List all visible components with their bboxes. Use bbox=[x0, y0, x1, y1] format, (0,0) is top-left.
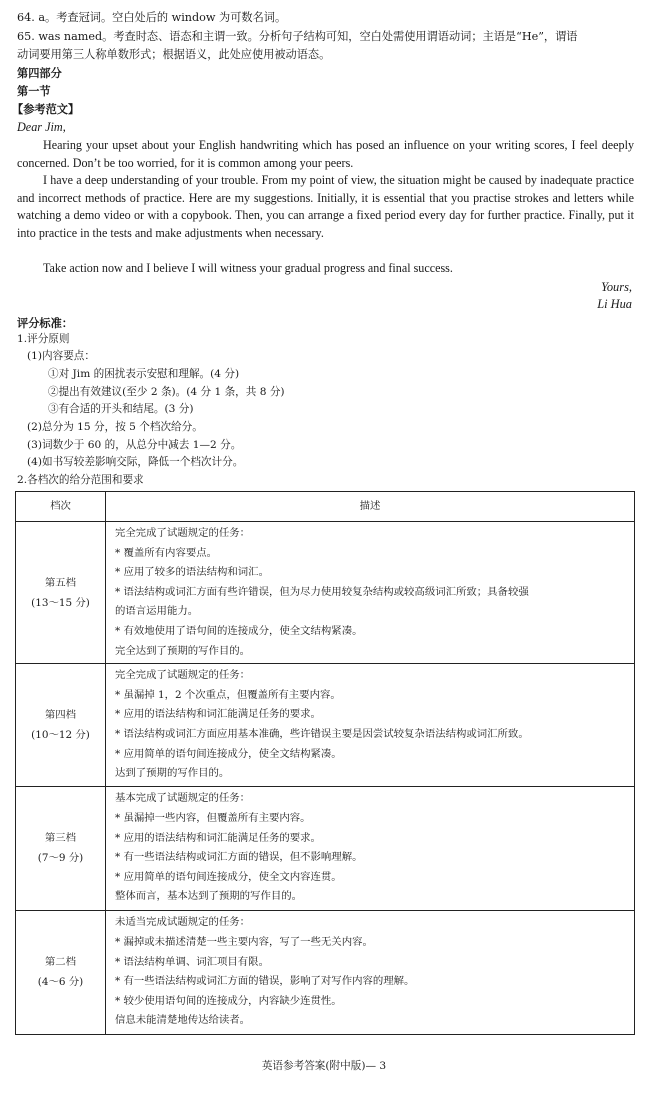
description-line: * 应用了较多的语法结构和词汇。 bbox=[115, 566, 269, 579]
description-line: 完全完成了试题规定的任务： bbox=[115, 669, 251, 682]
description-line: * 漏掉或未描述清楚一些主要内容，写了一些无关内容。 bbox=[115, 936, 373, 949]
letter-salutation: Dear Jim, bbox=[17, 120, 66, 134]
letter-paragraph-3-text: Take action now and I believe I will witness your gradual progress and final success. bbox=[43, 261, 453, 275]
grade-level-name: 第三档 bbox=[44, 832, 77, 845]
description-line: * 有效地使用了语句间的连接成分，使全文结构紧凑。 bbox=[115, 624, 363, 637]
scoring-principle-heading: 1.评分原则 bbox=[17, 333, 70, 345]
description-line: * 应用的语法结构和词汇能满足任务的要求。 bbox=[115, 708, 321, 721]
column-header-level: 档次 bbox=[16, 492, 106, 522]
description-line: 的语言运用能力。 bbox=[115, 605, 199, 618]
grade-level-cell bbox=[16, 910, 106, 1034]
grade-level-name: 第二档 bbox=[44, 956, 77, 969]
description-line: * 有一些语法结构或词汇方面的错误，但不影响理解。 bbox=[115, 851, 363, 864]
description-line: * 较少使用语句间的连接成分，内容缺少连贯性。 bbox=[115, 994, 342, 1007]
scoring-rule-2: (2)总分为 15 分，按 5 个档次给分。 bbox=[27, 421, 203, 433]
description-line: 达到了预期的写作目的。 bbox=[115, 767, 230, 780]
description-line: * 应用简单的语句间连接成分，使全文内容连贯。 bbox=[115, 870, 342, 883]
grade-level-name: 第四档 bbox=[44, 708, 77, 721]
grade-level-name: 第五档 bbox=[44, 576, 77, 589]
grade-row-4 bbox=[16, 664, 635, 787]
grade-range-heading: 2.各档次的给分范围和要求 bbox=[17, 474, 144, 486]
description-line: 完全完成了试题规定的任务： bbox=[115, 527, 251, 539]
column-header-description: 描述 bbox=[106, 492, 635, 522]
grade-score-range: (10～12 分) bbox=[31, 728, 90, 741]
grade-description-cell bbox=[106, 910, 635, 1034]
description-line: * 应用简单的语句间连接成分，使全文结构紧凑。 bbox=[115, 747, 342, 760]
content-point-3: ③有合适的开头和结尾。(3 分) bbox=[48, 403, 194, 415]
description-line: 信息未能清楚地传达给读者。 bbox=[115, 1014, 251, 1027]
letter-paragraph-2 bbox=[17, 172, 634, 242]
description-line: * 虽漏掉一些内容，但覆盖所有主要内容。 bbox=[115, 812, 311, 825]
description-line: * 语法结构单调、词汇项目有限。 bbox=[115, 955, 269, 968]
letter-paragraph-1-text: Hearing your upset about your English handwriting which has posed an influence on your writing scores, I feel deeply concerned. Don’t be too worried, for it is common among your peers. bbox=[17, 138, 634, 170]
description-line: * 语法结构或词汇方面有些许错误，但为尽力使用较复杂结构或较高级词汇所致；具备较强 bbox=[115, 585, 529, 598]
grade-description-cell bbox=[106, 664, 635, 787]
description-line: * 应用的语法结构和词汇能满足任务的要求。 bbox=[115, 831, 321, 844]
answer-65-line-1: 65. was named。考查时态、语态和主谓一致。分析句子结构可知，空白处需使用谓语动词；主语是“He”，谓语 bbox=[17, 30, 578, 43]
description-line: 基本完成了试题规定的任务： bbox=[115, 792, 251, 805]
letter-signature: Li Hua bbox=[597, 297, 632, 311]
page-footer: 英语参考答案(附中版)— 3 bbox=[261, 1060, 387, 1072]
description-line: 完全达到了预期的写作目的。 bbox=[115, 644, 251, 657]
section-one-heading: 第一节 bbox=[17, 84, 51, 98]
grade-level-cell bbox=[16, 786, 106, 910]
letter-paragraph-2-text: I have a deep understanding of your trouble. From my point of view, the situation might be caused by inadequate practice and incorrect methods of practice. Here are my suggestions. Initially, it is essential that you practise strokes and letters while watching a demo video or with a copybook. Then, you can arrange a fixed period every day for further practice. Finally, put it into practice in the tests and make adjustments when necessary. bbox=[17, 173, 634, 240]
grading-table bbox=[15, 491, 635, 1035]
content-points-heading: (1)内容要点： bbox=[27, 350, 95, 362]
grade-level-cell bbox=[16, 522, 106, 664]
answer-64: 64. a。考查冠词。空白处后的 window 为可数名词。 bbox=[17, 11, 287, 24]
content-point-2: ②提出有效建议(至少 2 条)。(4 分 1 条，共 8 分) bbox=[48, 386, 285, 398]
answer-65-line-2: 动词要用第三人称单数形式；根据语义，此处应使用被动语态。 bbox=[17, 48, 331, 61]
description-line: * 语法结构或词汇方面应用基本准确，些许错误主要是因尝试较复杂语法结构或词汇所致。 bbox=[115, 727, 529, 740]
description-line: 未适当完成试题规定的任务： bbox=[115, 916, 251, 929]
grade-score-range: (13～15 分) bbox=[31, 596, 90, 609]
letter-paragraph-3 bbox=[17, 260, 634, 278]
grading-table-header-row bbox=[16, 492, 635, 522]
grade-row-5 bbox=[16, 522, 635, 664]
grade-score-range: (4～6 分) bbox=[37, 976, 84, 989]
grade-description-cell bbox=[106, 522, 635, 664]
description-line: * 覆盖所有内容要点。 bbox=[115, 546, 218, 559]
grade-row-3 bbox=[16, 786, 635, 910]
sample-essay-label: 【参考范文】 bbox=[12, 102, 80, 116]
letter-closing: Yours, bbox=[601, 280, 632, 294]
scoring-criteria-heading: 评分标准： bbox=[17, 316, 73, 330]
part-four-heading: 第四部分 bbox=[17, 66, 62, 80]
description-line: * 虽漏掉 1，2 个次重点，但覆盖所有主要内容。 bbox=[115, 688, 341, 701]
grade-row-2 bbox=[16, 910, 635, 1034]
grade-score-range: (7～9 分) bbox=[37, 852, 84, 865]
description-line: * 有一些语法结构或词汇方面的错误，影响了对写作内容的理解。 bbox=[115, 975, 415, 988]
scoring-rule-4: (4)如书写较差影响交际，降低一个档次计分。 bbox=[27, 456, 244, 468]
description-line: 整体而言，基本达到了预期的写作目的。 bbox=[115, 890, 303, 903]
letter-paragraph-1 bbox=[17, 137, 634, 172]
content-point-1: ①对 Jim 的困扰表示安慰和理解。(4 分) bbox=[48, 368, 240, 380]
scoring-rule-3: (3)词数少于 60 的，从总分中减去 1—2 分。 bbox=[27, 439, 242, 451]
grade-level-cell bbox=[16, 664, 106, 787]
grade-description-cell bbox=[106, 786, 635, 910]
